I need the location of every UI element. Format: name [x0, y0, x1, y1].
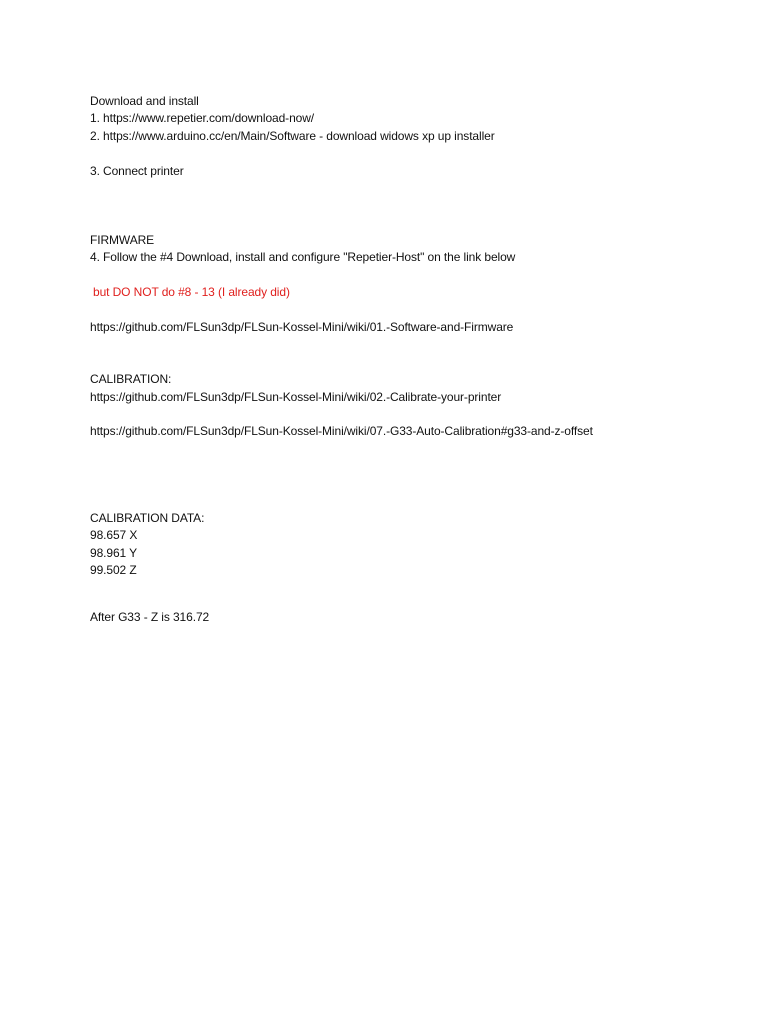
heading-calibration: CALIBRATION: [90, 372, 172, 386]
step-2-arduino-link: 2. https://www.arduino.cc/en/Main/Software - download widows xp up installer [90, 129, 495, 143]
calibration-x-value: 98.657 X [90, 528, 138, 542]
after-g33-note: After G33 - Z is 316.72 [90, 610, 210, 624]
calibration-y-value: 98.961 Y [90, 546, 138, 560]
heading-firmware: FIRMWARE [90, 233, 155, 247]
calibrate-link: https://github.com/FLSun3dp/FLSun-Kossel-Mini/wiki/02.-Calibrate-your-printer [90, 390, 502, 404]
step-1-repetier-link: 1. https://www.repetier.com/download-now/ [90, 111, 315, 125]
step-3-connect-printer: 3. Connect printer [90, 164, 184, 178]
warning-do-not-do: but DO NOT do #8 - 13 (I already did) [93, 285, 290, 299]
firmware-link: https://github.com/FLSun3dp/FLSun-Kossel-Mini/wiki/01.-Software-and-Firmware [90, 320, 514, 334]
g33-calibration-link: https://github.com/FLSun3dp/FLSun-Kossel-Mini/wiki/07.-G33-Auto-Calibration#g33-and-z-offset [90, 424, 593, 438]
heading-calibration-data: CALIBRATION DATA: [90, 511, 205, 525]
calibration-z-value: 99.502 Z [90, 563, 137, 577]
step-4-follow-instructions: 4. Follow the #4 Download, install and configure "Repetier-Host" on the link below [90, 250, 516, 264]
heading-download-install: Download and install [90, 94, 199, 108]
